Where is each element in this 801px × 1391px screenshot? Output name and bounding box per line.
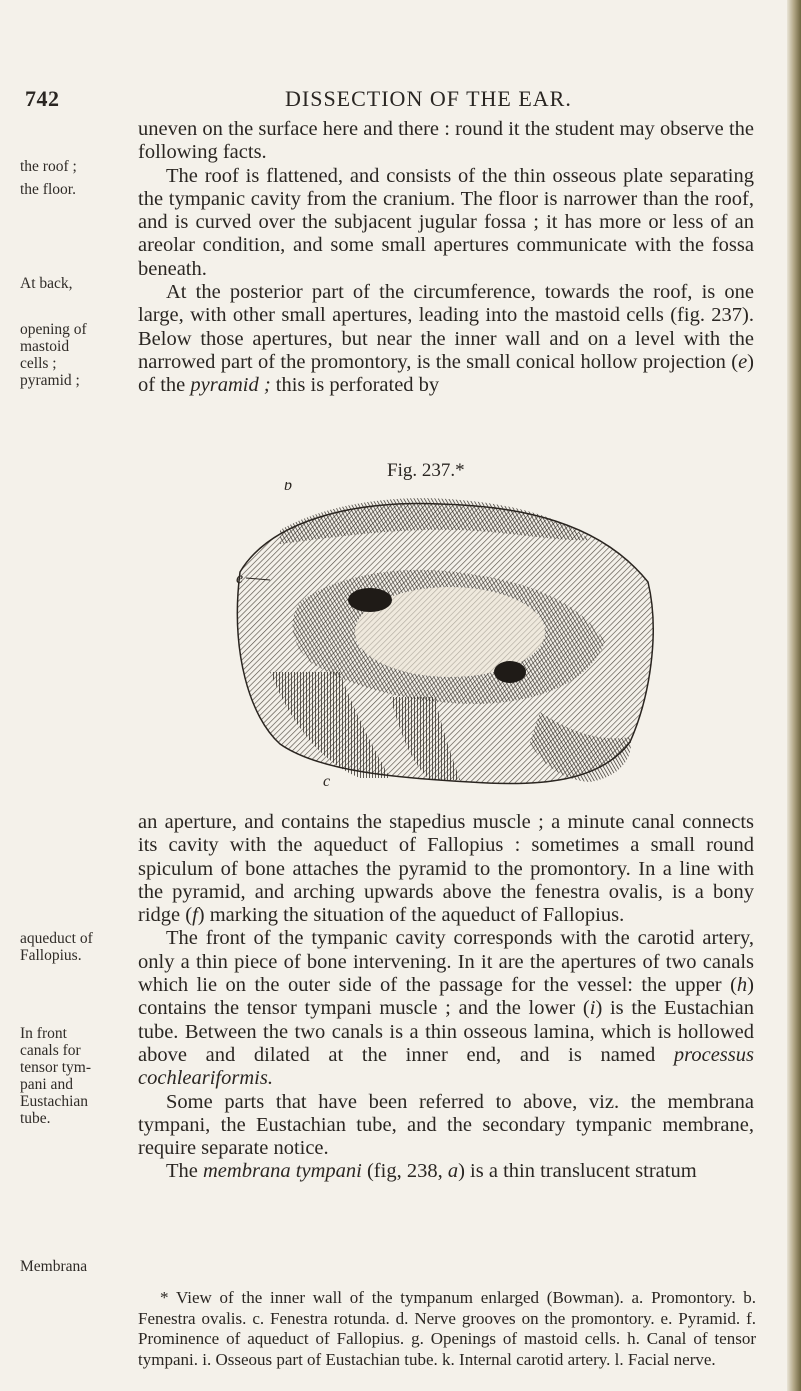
figure-caption: Fig. 237.* [387,460,465,481]
figure-label-c: c [323,773,331,787]
italic-term: processus cochleariformis. [138,1043,754,1090]
text-run: ) is a thin translucent stratum [458,1160,697,1183]
sidenote-in-front [20,1025,91,1127]
figure-label-e: e [236,570,244,587]
footnote [138,1288,756,1370]
sidenote-line: In front [20,1025,67,1042]
italic-term: membrana tympani [203,1160,362,1183]
italic-letter: h [736,974,748,997]
sidenote-line: Eustachian [20,1093,89,1110]
footnote-text: * View of the inner wall of the tympanum enlarged (Bowman). a. Promontory. b. Fenestra ovalis. c. Fenestra rotunda. d. Nerve grooves on the promontory. e. Pyramid. f. Prominence of aqueduct of Fallopius. g. Openings of mastoid cells. h. Canal of tensor tympani. i. Osseous part of Eustachian tube. k. Internal carotid artery. l. Facial nerve. [138,1288,756,1369]
running-head: DISSECTION OF THE EAR. [285,86,572,111]
paragraph [138,1160,754,1183]
sidenote-roof: the roof ; [20,158,77,175]
text-run: ) of the [138,350,754,397]
sidenote-line: pyramid ; [20,372,80,389]
italic-letter: a [447,1160,459,1183]
text-run: this is perforated by [270,374,440,397]
sidenote-line: mastoid [20,338,70,355]
sidenote-opening [20,321,87,389]
text-run: ) marking the situation of the aqueduct of Fallopius. [197,904,625,927]
text-run: ) contains the tensor tympani muscle ; and the lower ( [138,974,754,1020]
sidenote-at-back: At back, [20,275,73,292]
page-number: 742 [25,86,60,111]
paragraph: uneven on the surface here and there : round it the student may observe the following facts. [138,118,754,164]
sidenote-line: pani and [20,1076,73,1093]
text-run: At the posterior part of the circumference, towards the roof, is one large, with other small apertures, leading into the mastoid cells (fig. 237). Below those apertures, but near the inner wall and on a level with the narrowed part of the promontory, is the small conical hollow projection ( [138,281,754,373]
sidenote-line: cells ; [20,355,57,372]
paragraph: Some parts that have been referred to above, viz. the membrana tympani, the Eustachian tube, and the secondary tympanic membrane, require separate notice. [138,1090,754,1160]
sidenote-line: tensor tym- [20,1059,92,1076]
paragraph [138,927,754,1090]
sidenote-floor: the floor. [20,181,76,198]
text-run: ) is the Eustachian tube. Between the two canals is a thin osseous lamina, which is hollowed above and dilated at the inner end, and is named [138,997,754,1066]
paragraph [138,281,754,397]
text-run: The front of the tympanic cavity corresponds with the carotid artery, only a thin piece of bone intervening. In it are the apertures of two canals which lie on the outer side of the passage for the vessel: the upper ( [138,927,754,997]
text-run: The [166,1160,203,1183]
italic-letter: f [192,904,198,927]
sidenote-line: opening of [20,321,87,338]
sidenote-line: aqueduct of [20,930,93,947]
italic-term: pyramid ; [190,374,271,397]
body-text-top [138,118,754,398]
italic-letter: e [738,350,748,373]
page-edge [787,0,801,1391]
figure-label-b: b [284,482,292,494]
sidenote-line: canals for [20,1042,81,1059]
paragraph: The roof is flattened, and consists of the thin osseous plate separating the tympanic cavity from the cranium. The floor is narrower than the roof, and is curved over the subjacent jugular fossa ; it has more or less of an areolar condition, and some small apertures communicate with the fossa beneath. [138,164,754,280]
text-run: an aperture, and contains the stapedius muscle ; a minute canal connects its cavity with the aqueduct of Fallopius : sometimes a small round spiculum of bone attaches the pyramid to the promontory. In a line with the pyramid, and arching upwards above the fenestra ovalis, is a bony ridge ( [138,811,754,927]
italic-letter: i [589,997,596,1020]
body-text-bottom [138,811,754,1184]
text-run: (fig, 238, [361,1160,448,1183]
tympanum-engraving [210,482,670,787]
sidenote-aqueduct [20,930,93,964]
paragraph [138,811,754,927]
figure-237 [210,482,670,787]
sidenote-membrana: Membrana [20,1258,88,1275]
sidenote-line: tube. [20,1110,51,1127]
sidenote-line: Fallopius. [20,947,82,964]
